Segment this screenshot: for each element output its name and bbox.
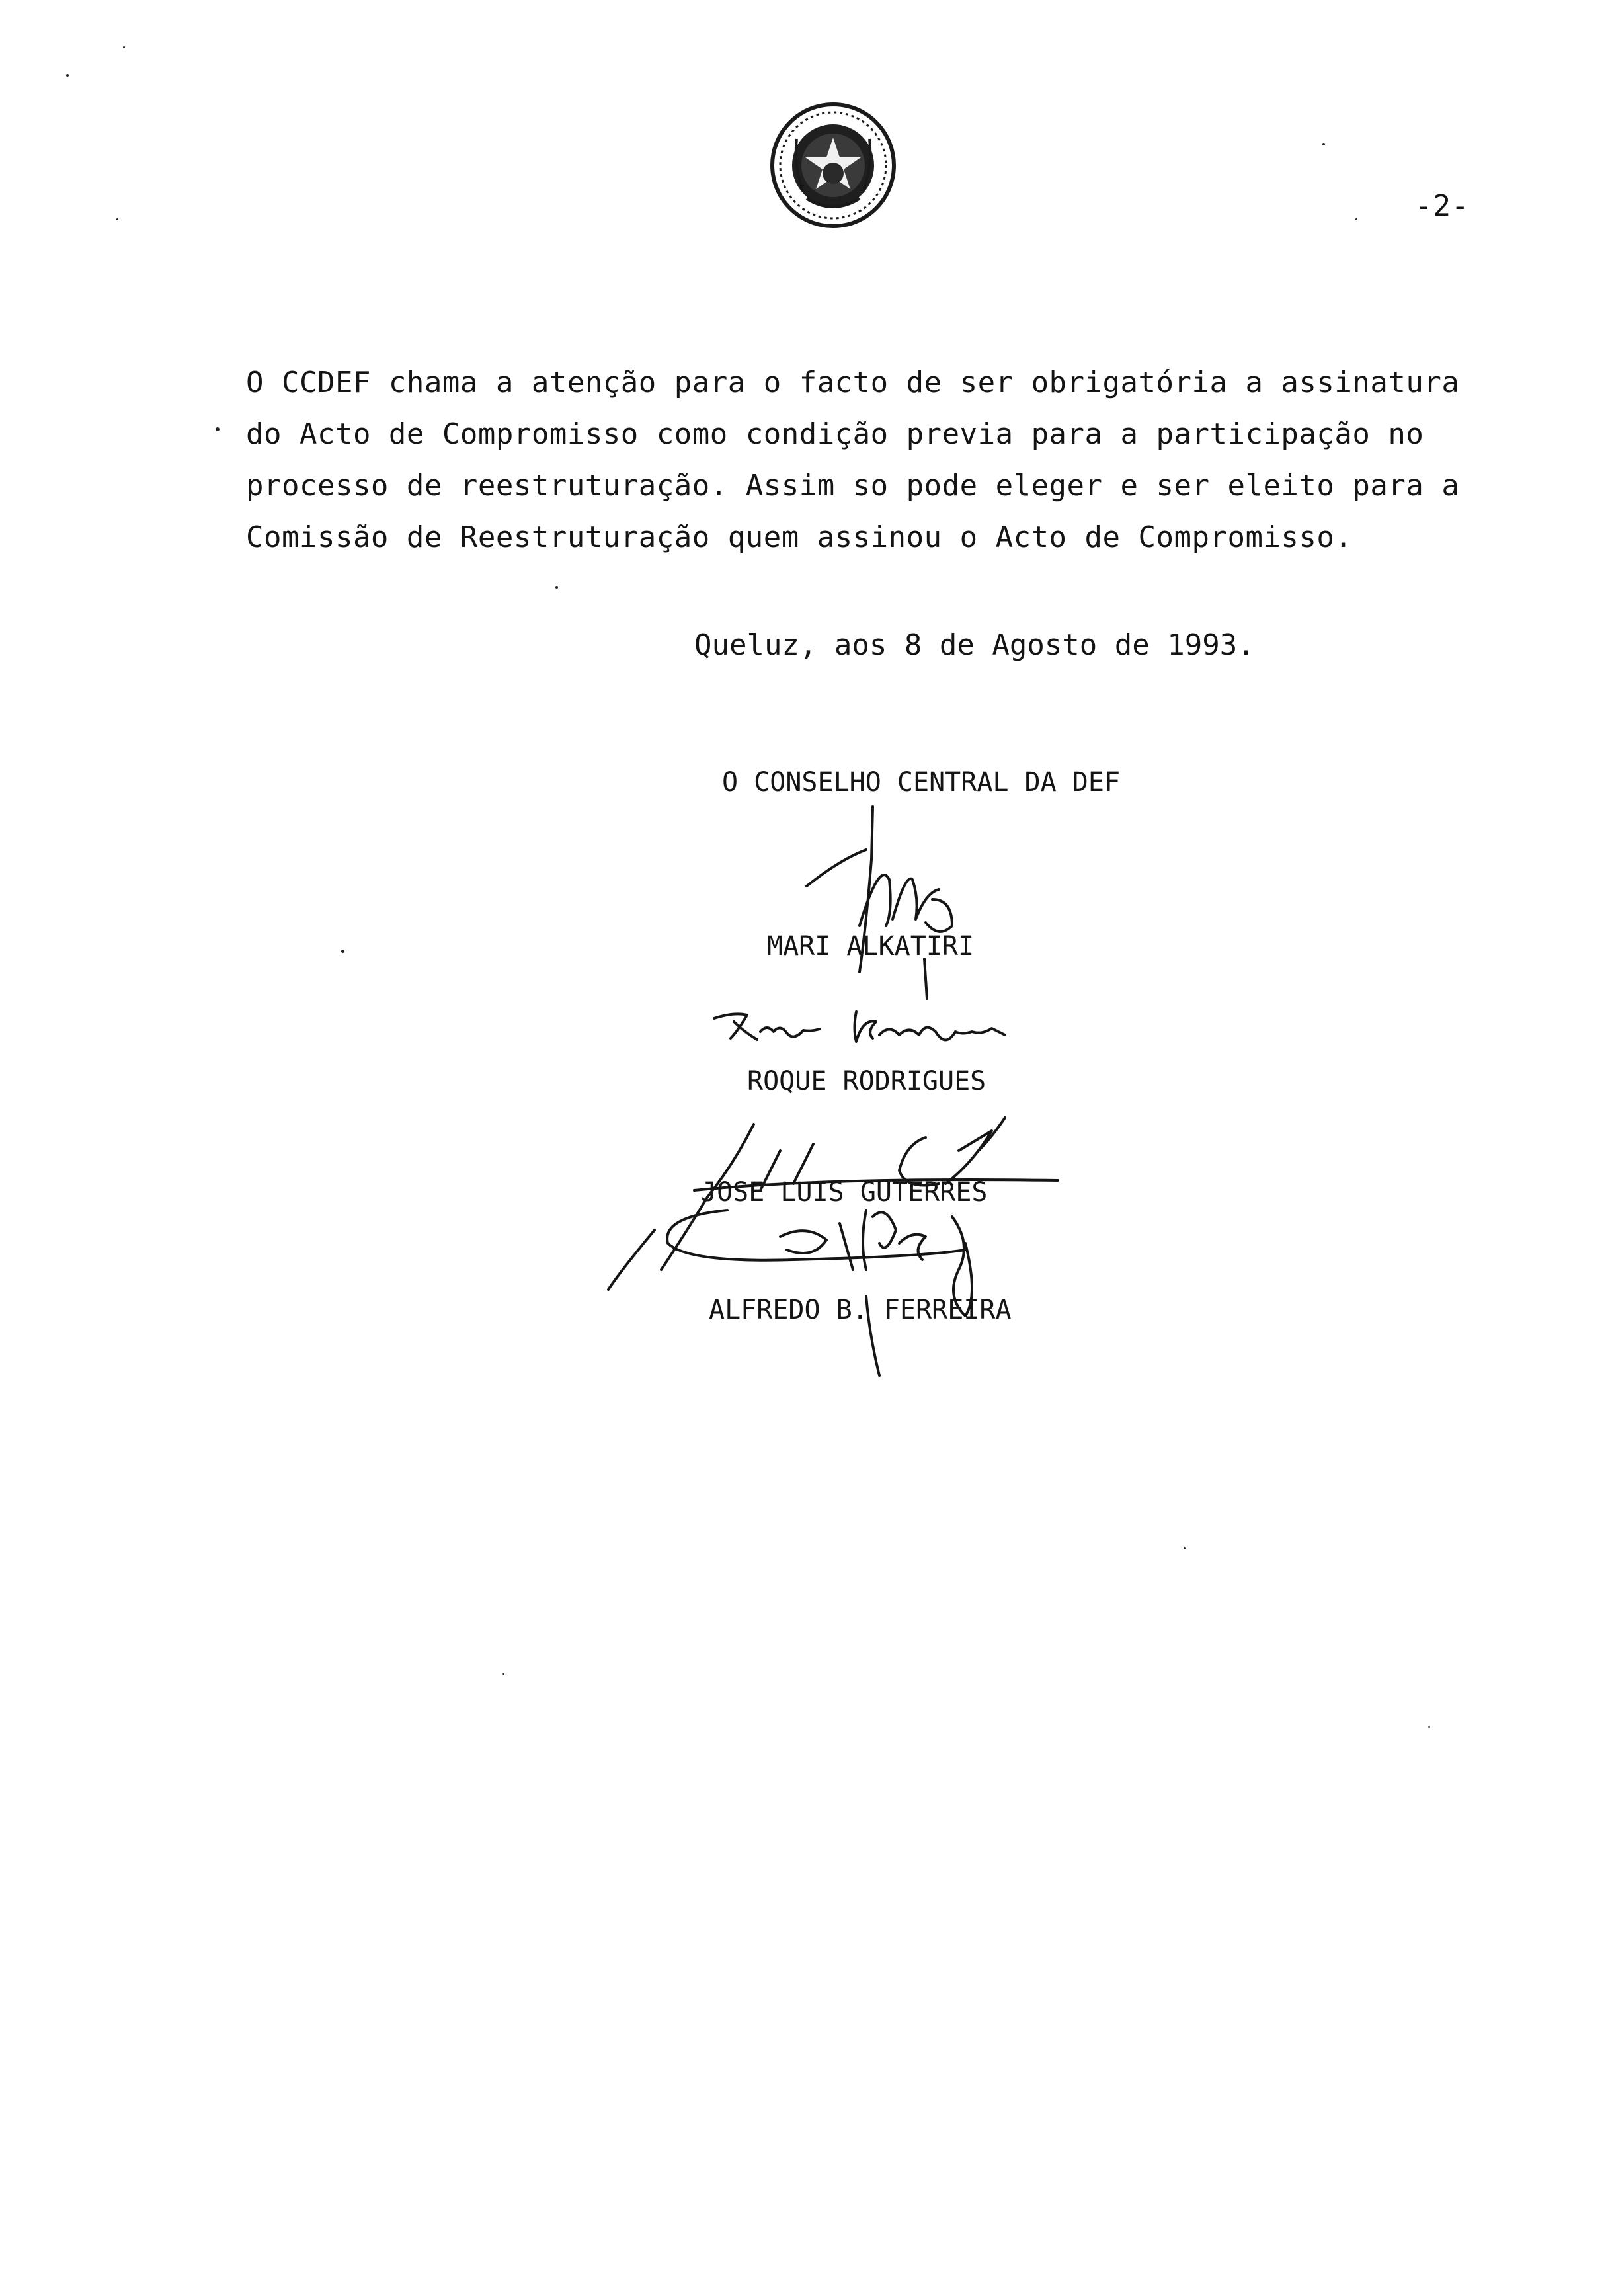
scan-speck [555,586,558,589]
signatory-name: JOSE LUIS GUTERRES [701,1177,988,1208]
scan-speck [216,427,220,431]
scan-speck [1184,1547,1186,1549]
date-line: Queluz, aos 8 de Agosto de 1993. [694,628,1255,662]
signatory-name: ALFREDO B. FERREIRA [709,1295,1012,1325]
signatory-body: O CONSELHO CENTRAL DA DEF [722,767,1121,798]
scan-speck [502,1673,504,1675]
body-paragraph [246,357,1460,563]
scan-speck [1428,1726,1430,1728]
signature-4 [667,1210,972,1375]
scan-speck [116,218,118,220]
seal-icon [767,99,899,231]
scan-speck [66,74,69,77]
signatory-name: MARI ALKATIRI [767,931,975,962]
signatory-name: ROQUE RODRIGUES [747,1066,986,1096]
scan-speck [341,950,344,953]
scan-speck [1322,143,1325,145]
scan-speck [1355,218,1357,220]
body-line: O CCDEF chama a atenção para o facto de ser obrigatória a assinatura [246,366,1460,399]
page-number: -2- [1415,189,1470,223]
signature-1 [807,807,952,999]
body-line: do Acto de Compromisso como condição previa para a participação no [246,417,1424,451]
signature-2 [714,1012,1005,1042]
body-line: Comissão de Reestruturação quem assinou o Acto de Compromisso. [246,520,1353,554]
body-line: processo de reestruturação. Assim so pode eleger e ser eleito para a [246,469,1460,503]
scan-speck [123,46,125,48]
